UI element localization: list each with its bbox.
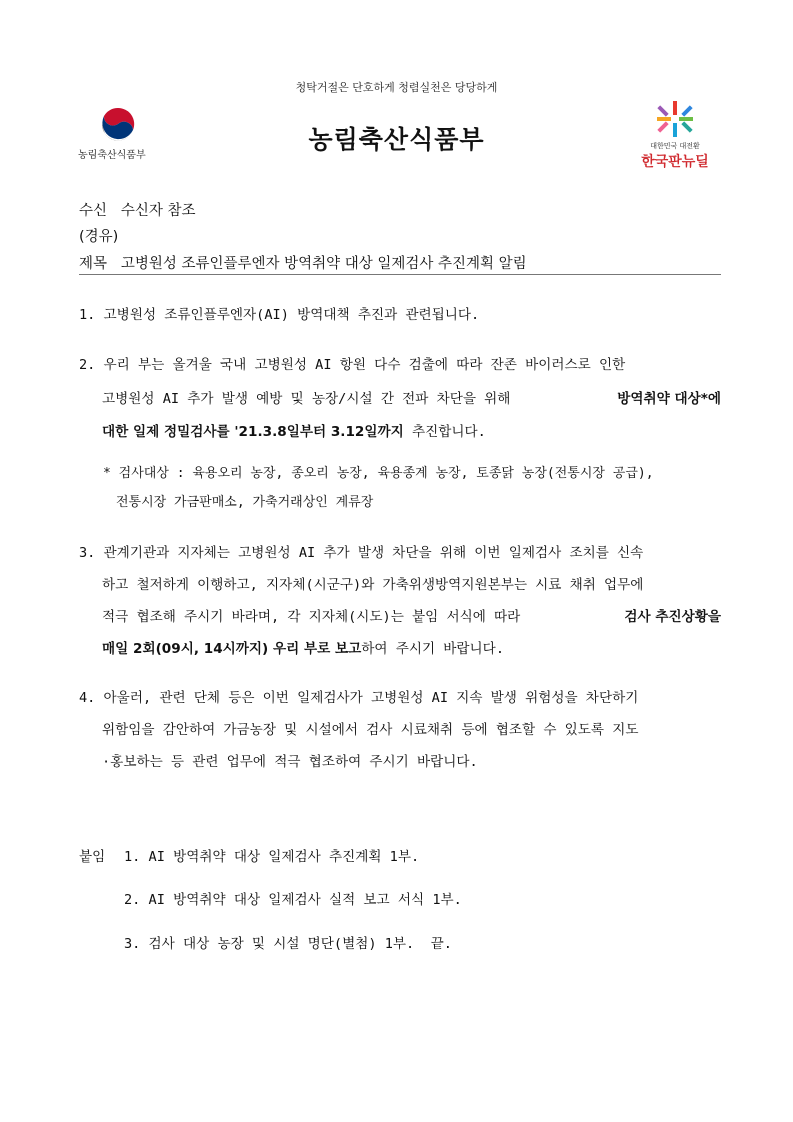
paragraph-3-line-2: 하고 철저하게 이행하고, 지자체(시군구)와 가축위생방역지원본부는 시료 채취 업무에	[102, 577, 644, 593]
paragraph-3-line-3: 적극 협조해 주시기 바라며, 각 지자체(시도)는 붙임 서식에 따라 검사 추진상황을	[102, 605, 721, 625]
new-deal-title: 한국판뉴딜	[641, 154, 709, 170]
emphasis-progress: 검사 추진상황을	[624, 609, 721, 625]
recipient-value: 수신자 참조	[120, 203, 196, 219]
emphasis-target: 방역취약 대상*에	[617, 391, 721, 407]
subject-label: 제목	[79, 256, 108, 272]
paragraph-2-line-1: 2. 우리 부는 올겨울 국내 고병원성 AI 항원 다수 검출에 따라 잔존 바이러스로 인한	[79, 357, 626, 373]
ministry-logo-caption: 농림축산식품부	[78, 150, 146, 161]
attachment-item-2: 2. AI 방역취약 대상 일제검사 실적 보고 서식 1부.	[124, 892, 462, 908]
attachment-item-1: 1. AI 방역취약 대상 일제검사 추진계획 1부.	[124, 849, 420, 865]
ministry-title: 농림축산식품부	[308, 125, 485, 154]
emphasis-report: 매일 2회(09시, 14시까지) 우리 부로 보고	[102, 641, 362, 657]
paragraph-4-line-3: ·홍보하는 등 관련 업무에 적극 협조하여 주시기 바랍니다.	[102, 754, 478, 770]
slogan: 청탁거절은 단호하게 청렴실천은 당당하게	[295, 81, 498, 94]
note-line-2: 전통시장 가금판매소, 가축거래상인 계류장	[116, 495, 374, 510]
recipient-label: 수신	[79, 203, 108, 219]
attachment-item-3: 3. 검사 대상 농장 및 시설 명단(별첨) 1부. 끝.	[124, 936, 452, 952]
paragraph-3-line-4: 매일 2회(09시, 14시까지) 우리 부로 보고 하여 주시기 바랍니다.	[102, 637, 504, 657]
paragraph-2-line-2: 고병원성 AI 추가 발생 예방 및 농장/시설 간 전파 차단을 위해 방역취약 대상*에	[102, 387, 721, 407]
via-row: (경유)	[79, 229, 119, 245]
paragraph-4-line-1: 4. 아울러, 관련 단체 등은 이번 일제검사가 고병원성 AI 지속 발생 위험성을 차단하기	[79, 690, 639, 706]
paragraph-3-line-1: 3. 관계기관과 지자체는 고병원성 AI 추가 발생 차단을 위해 이번 일제검사 조치를 신속	[79, 545, 644, 561]
subject-value: 고병원성 조류인플루엔자 방역취약 대상 일제검사 추진계획 알림	[120, 256, 527, 272]
paragraph-1: 1. 고병원성 조류인플루엔자(AI) 방역대책 추진과 관련됩니다.	[79, 307, 480, 323]
paragraph-2-line-3: 대한 일제 정밀검사를 '21.3.8일부터 3.12일까지 추진합니다.	[102, 420, 486, 440]
note-line-1: * 검사대상 : 육용오리 농장, 종오리 농장, 육용종계 농장, 토종닭 농장(전통시장 공급),	[103, 466, 654, 481]
emphasis-schedule: 대한 일제 정밀검사를 '21.3.8일부터 3.12일까지	[102, 424, 404, 440]
paragraph-4-line-2: 위함임을 감안하여 가금농장 및 시설에서 검사 시료채취 등에 협조할 수 있도록 지도	[102, 722, 639, 738]
new-deal-subtitle: 대한민국 대전환	[650, 142, 700, 150]
document-body	[79, 0, 721, 1122]
attachments-label: 붙임	[79, 849, 106, 865]
